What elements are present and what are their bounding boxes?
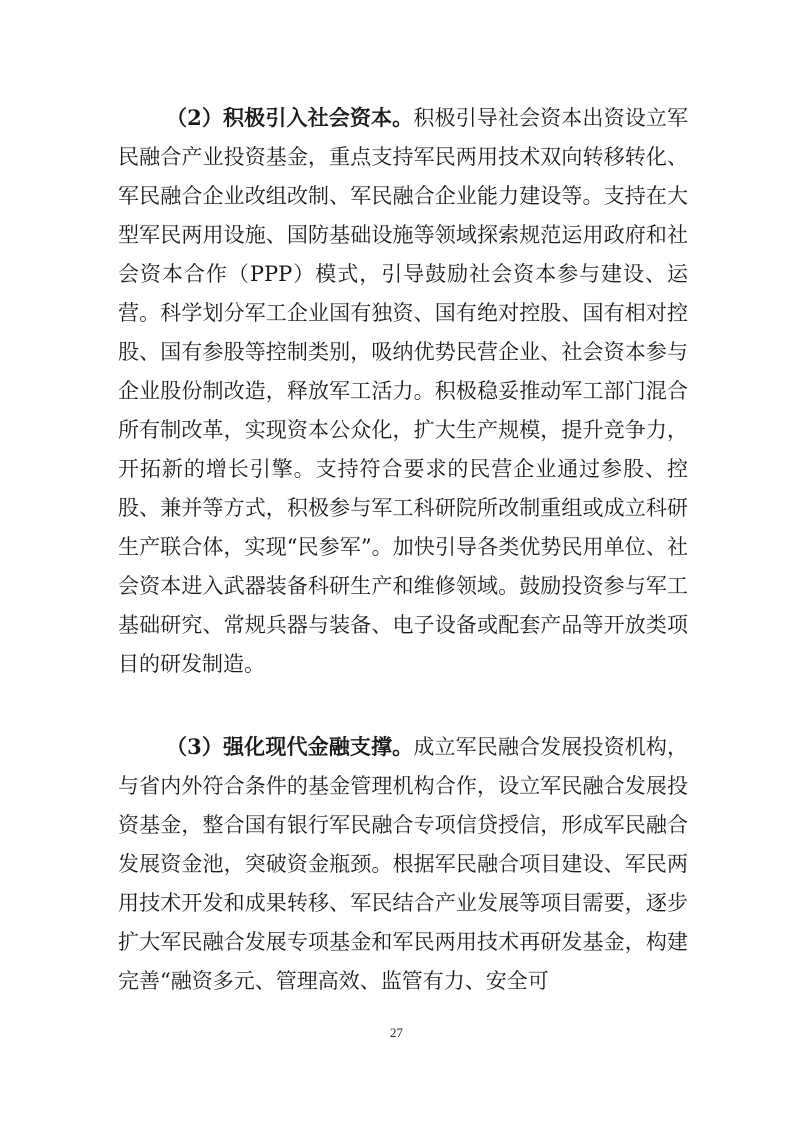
paragraph-heading: （2）积极引入社会资本。 [166, 105, 414, 130]
paragraph-social-capital [118, 98, 688, 684]
paragraph-body: 积极引导社会资本出资设立军民融合产业投资基金，重点支持军民两用技术双向转移转化、军民融合企业改组改制、军民融合企业能力建设等。支持在大型军民两用设施、国防基础设施等领域探索规范运用政府和社会资本合作（PPP）模式，引导鼓励社会资本参与建设、运营。科学划分军工企业国有独资、国有绝对控股、国有相对控股、国有参股等控制类别，吸纳优势民营企业、社会资本参与企业股份制改造，释放军工活力。积极稳妥推动军工部门混合所有制改革，实现资本公众化，扩大生产规模，提升竞争力，开拓新的增长引擎。支持符合要求的民营企业通过参股、控股、兼并等方式，积极参与军工科研院所改制重组或成立科研生产联合体，实现“民参军”。加快引导各类优势民用单位、社会资本进入武器装备科研生产和维修领域。鼓励投资参与军工基础研究、常规兵器与装备、电子设备或配套产品等开放类项目的研发制造。 [118, 106, 688, 676]
paragraph-finance-support [118, 727, 688, 1001]
paragraph-heading: （3）强化现代金融支撑。 [166, 734, 414, 759]
page-number: 27 [390, 1025, 403, 1040]
paragraph-body: 成立军民融合发展投资机构，与省内外符合条件的基金管理机构合作，设立军民融合发展投资基金，整合国有银行军民融合专项信贷授信，形成军民融合发展资金池，突破资金瓶颈。根据军民融合项目建设、军民两用技术开发和成果转移、军民结合产业发展等项目需要，逐步扩大军民融合发展专项基金和军民两用技术再研发基金，构建完善“融资多元、管理高效、监管有力、安全可 [118, 735, 688, 993]
